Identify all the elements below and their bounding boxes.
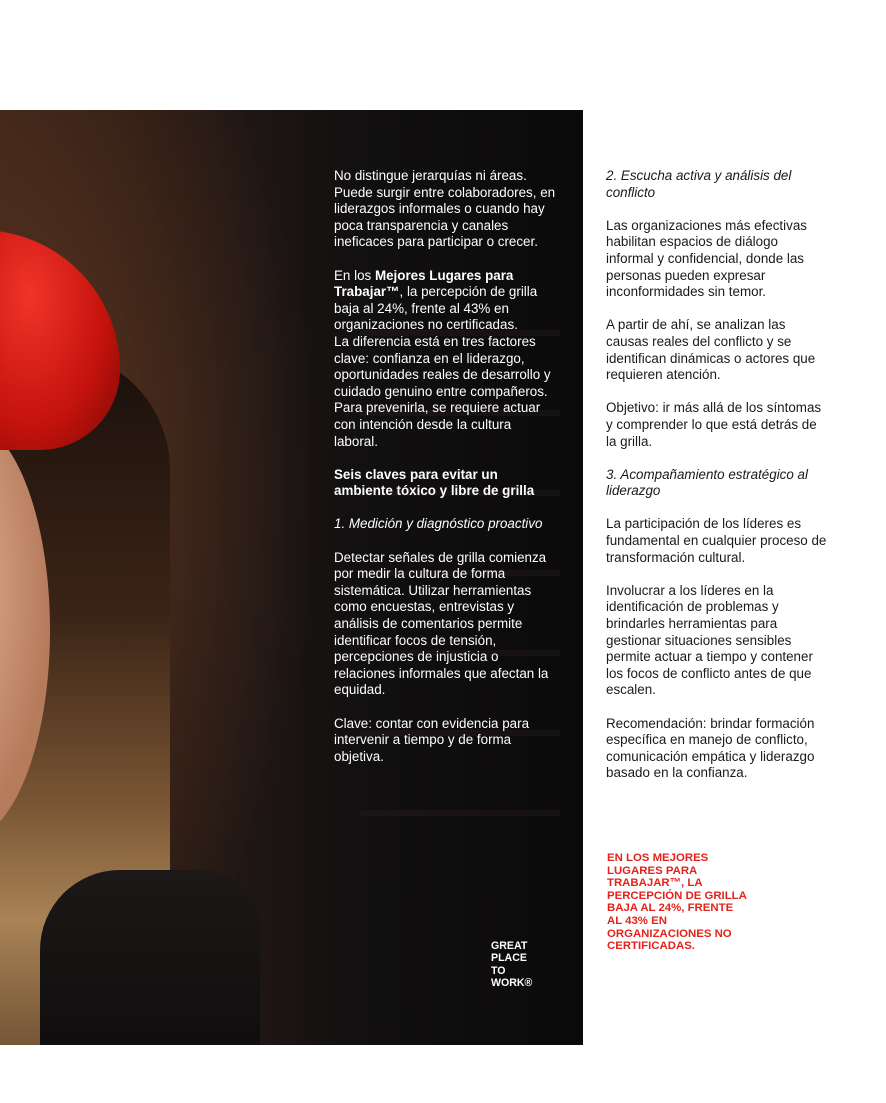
person-sweater <box>40 870 260 1045</box>
left-paragraph-2 <box>334 268 556 451</box>
logo-line-3: TO <box>491 964 506 977</box>
logo-line-2: PLACE <box>491 952 527 965</box>
right-paragraph-5: Involucrar a los líderes en la identificación de problemas y brindarles herramientas para gestionar situaciones sensibles permite actuar a tiempo y contener los focos de conflicto antes de que escalen. <box>606 582 813 698</box>
left-paragraph-2-post: , la percepción de grilla baja al 24%, frente al 43% en organizaciones no certificadas. <box>334 284 538 333</box>
subheading-2: 2. Escucha activa y análisis del conflicto <box>606 168 792 200</box>
right-paragraph-2: A partir de ahí, se analizan las causas reales del conflicto y se identifican dinámicas o actores que requieren atención. <box>606 317 816 383</box>
logo-line-4: WORK® <box>491 977 533 990</box>
section-heading: Seis claves para evitar un ambiente tóxico y libre de grilla <box>334 466 535 499</box>
left-paragraph-3: La diferencia está en tres factores clave: confianza en el liderazgo, oportunidades reales de desarrollo y cuidado genuino entre compañeros. Para prevenirla, se requiere actuar con intención desde la cultura laboral. <box>334 333 551 449</box>
logo-line-1: GREAT <box>491 940 528 952</box>
left-paragraph-2-pre: En los <box>334 267 375 283</box>
left-paragraph-5: Clave: contar con evidencia para intervenir a tiempo y de forma objetiva. <box>334 715 530 764</box>
left-paragraph-1: No distingue jerarquías ni áreas. Puede surgir entre colaboradores, en liderazgos informales o cuando hay poca transparencia y canales ineficaces para participar o crecer. <box>334 168 556 250</box>
left-text-column <box>334 168 556 782</box>
left-paragraph-2-bold: Mejores Lugares para Trabajar™ <box>334 267 514 300</box>
right-paragraph-3: Objetivo: ir más allá de los síntomas y comprender lo que está detrás de la grilla. <box>606 400 822 449</box>
right-paragraph-6: Recomendación: brindar formación específica en manejo de conflicto, comunicación empática y liderazgo basado en la confianza. <box>606 715 815 781</box>
subheading-1: 1. Medición y diagnóstico proactivo <box>334 516 543 532</box>
pull-quote-callout: EN LOS MEJORES LUGARES PARA TRABAJAR™, LA PERCEPCIÓN DE GRILLA BAJA AL 24%, FRENTE AL 43% EN ORGANIZACIONES NO CERTIFICADAS. <box>607 852 747 953</box>
right-text-column <box>606 168 828 799</box>
left-paragraph-4: Detectar señales de grilla comienza por medir la cultura de forma sistemática. Utilizar herramientas como encuestas, entrevistas y análisis de comentarios permite identificar focos de tensión, percepciones de injusticia o relaciones informales que afectan la equidad. <box>334 549 549 698</box>
right-paragraph-4: La participación de los líderes es fundamental en cualquier proceso de transformación cultural. <box>606 516 827 565</box>
gptw-logo <box>491 940 532 990</box>
right-paragraph-1: Las organizaciones más efectivas habilitan espacios de diálogo informal y confidencial, donde las personas pueden expresar inconformidades sin temor. <box>606 217 807 300</box>
subheading-3: 3. Acompañamiento estratégico al liderazgo <box>606 466 808 499</box>
